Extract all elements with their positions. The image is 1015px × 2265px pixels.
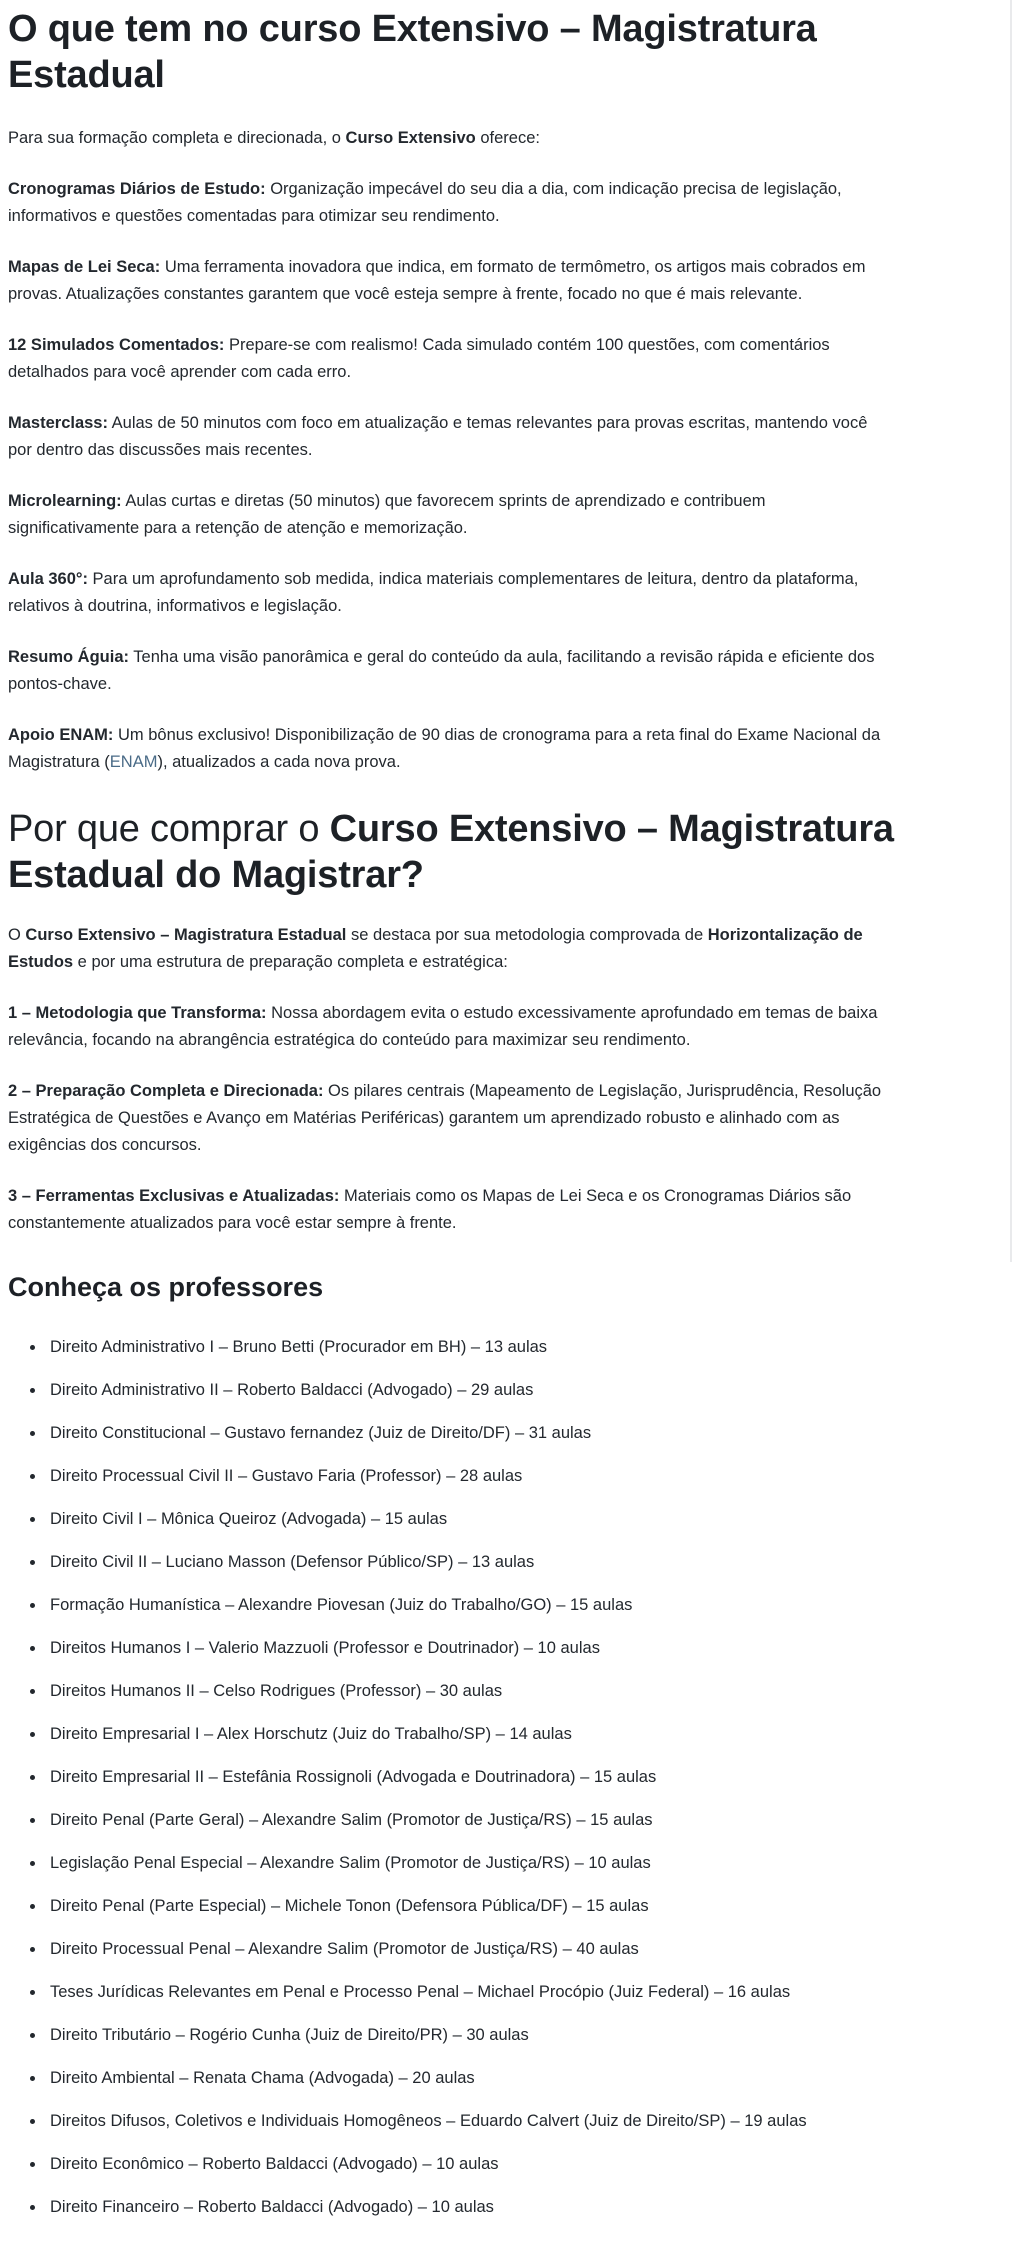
professor-item: • Direito Constitucional – Gustavo fernandez (Juiz de Direito/DF) – 31 aulas bbox=[46, 1420, 958, 1447]
paragraph bbox=[8, 722, 893, 776]
professor-item: • Direito Civil I – Mônica Queiroz (Advogada) – 15 aulas bbox=[46, 1506, 958, 1533]
bold-lead-in: Curso Extensivo – Magistratura Estadual bbox=[25, 926, 347, 944]
paragraph bbox=[8, 254, 893, 308]
paragraph bbox=[8, 1183, 893, 1237]
text: oferece: bbox=[475, 129, 540, 147]
text: Uma ferramenta inovadora que indica, em formato de termômetro, os artigos mais cobrados em provas. Atualizações constantes garantem que você esteja sempre à frente, focado no que é mais relevante. bbox=[8, 258, 866, 303]
professor-item: • Legislação Penal Especial – Alexandre Salim (Promotor de Justiça/RS) – 10 aulas bbox=[46, 1850, 958, 1877]
text: Tenha uma visão panorâmica e geral do conteúdo da aula, facilitando a revisão rápida e eficiente dos pontos-chave. bbox=[8, 648, 875, 693]
bold-lead-in: 3 – Ferramentas Exclusivas e Atualizadas: bbox=[8, 1187, 340, 1205]
paragraph bbox=[8, 1000, 893, 1054]
bold-lead-in: Microlearning: bbox=[8, 492, 122, 510]
professor-item: • Direito Tributário – Rogério Cunha (Juiz de Direito/PR) – 30 aulas bbox=[46, 2022, 958, 2049]
section2-title-bold: Curso Extensivo – Magistratura Estadual do Magistrar? bbox=[8, 808, 894, 896]
professor-item: • Formação Humanística – Alexandre Piovesan (Juiz do Trabalho/GO) – 15 aulas bbox=[46, 1592, 958, 1619]
professor-item: • Direito Penal (Parte Geral) – Alexandre Salim (Promotor de Justiça/RS) – 15 aulas bbox=[46, 1807, 958, 1834]
professor-item: • Direito Administrativo II – Roberto Baldacci (Advogado) – 29 aulas bbox=[46, 1377, 958, 1404]
paragraph bbox=[8, 332, 893, 386]
professor-item: • Direito Processual Penal – Alexandre Salim (Promotor de Justiça/RS) – 40 aulas bbox=[46, 1936, 958, 1963]
professor-item: • Teses Jurídicas Relevantes em Penal e Processo Penal – Michael Procópio (Juiz Federal) – 16 aulas bbox=[46, 1979, 958, 2006]
text: Os pilares centrais (Mapeamento de Legislação, Jurisprudência, Resolução Estratégica de Questões e Avanço em Matérias Periféricas) garantem um aprendizado robusto e alinhado com as exigências dos concursos. bbox=[8, 1082, 882, 1154]
paragraph bbox=[8, 566, 893, 620]
professor-item: • Direito Processual Civil II – Gustavo Faria (Professor) – 28 aulas bbox=[46, 1463, 958, 1490]
text: ), atualizados a cada nova prova. bbox=[157, 753, 401, 771]
bold-lead-in: Aula 360°: bbox=[8, 570, 88, 588]
bold-lead-in: Horizontalização de Estudos bbox=[8, 926, 863, 971]
text: e por uma estrutura de preparação completa e estratégica: bbox=[73, 953, 508, 971]
bold-lead-in: Resumo Águia: bbox=[8, 648, 130, 666]
section3-title: Conheça os professores bbox=[8, 1272, 324, 1302]
paragraph bbox=[8, 644, 893, 698]
professor-item: • Direito Administrativo I – Bruno Betti (Procurador em BH) – 13 aulas bbox=[46, 1334, 958, 1361]
bold-lead-in: Masterclass: bbox=[8, 414, 108, 432]
section1-title: O que tem no curso Extensivo – Magistratura Estadual bbox=[8, 8, 817, 96]
text: O bbox=[8, 926, 26, 944]
professor-item: • Direito Empresarial I – Alex Horschutz (Juiz do Trabalho/SP) – 14 aulas bbox=[46, 1721, 958, 1748]
paragraph bbox=[8, 176, 893, 230]
section1-paragraphs bbox=[8, 125, 995, 776]
professor-item: • Direito Empresarial II – Estefânia Rossignoli (Advogada e Doutrinadora) – 15 aulas bbox=[46, 1764, 958, 1791]
text: Aulas curtas e diretas (50 minutos) que favorecem sprints de aprendizado e contribuem significativamente para a retenção de atenção e memorização. bbox=[8, 492, 766, 537]
professor-item: • Direito Financeiro – Roberto Baldacci (Advogado) – 10 aulas bbox=[46, 2194, 958, 2221]
professor-item: • Direitos Difusos, Coletivos e Individuais Homogêneos – Eduardo Calvert (Juiz de Direito/SP) – 19 aulas bbox=[46, 2108, 958, 2135]
paragraph bbox=[8, 125, 893, 152]
bold-lead-in: 12 Simulados Comentados: bbox=[8, 336, 225, 354]
bold-lead-in: 1 – Metodologia que Transforma: bbox=[8, 1004, 267, 1022]
text: Nossa abordagem evita o estudo excessivamente aprofundado em temas de baixa relevância, focando na abrangência estratégica do conteúdo para maximizar seu rendimento. bbox=[8, 1004, 878, 1049]
professor-item: • Direito Econômico – Roberto Baldacci (Advogado) – 10 aulas bbox=[46, 2151, 958, 2178]
paragraph bbox=[8, 488, 893, 542]
text: Materiais como os Mapas de Lei Seca e os Cronogramas Diários são constantemente atualizados para você estar sempre à frente. bbox=[8, 1187, 852, 1232]
bold-lead-in: Mapas de Lei Seca: bbox=[8, 258, 161, 276]
text: Para sua formação completa e direcionada, o bbox=[8, 129, 346, 147]
paragraph bbox=[8, 922, 893, 976]
bold-lead-in: Curso Extensivo bbox=[345, 129, 476, 147]
text: Prepare-se com realismo! Cada simulado contém 100 questões, com comentários detalhados para você aprender com cada erro. bbox=[8, 336, 830, 381]
professor-item: • Direito Ambiental – Renata Chama (Advogada) – 20 aulas bbox=[46, 2065, 958, 2092]
text: Para um aprofundamento sob medida, indica materiais complementares de leitura, dentro da plataforma, relativos à doutrina, informativos e legislação. bbox=[8, 570, 859, 615]
text: Um bônus exclusivo! Disponibilização de 90 dias de cronograma para a reta final do Exame Nacional da Magistratura ( bbox=[8, 726, 881, 771]
enam-link[interactable]: ENAM bbox=[109, 753, 158, 771]
text: Aulas de 50 minutos com foco em atualização e temas relevantes para provas escritas, mantendo você por dentro das discussões mais recentes. bbox=[8, 414, 868, 459]
professors-list bbox=[8, 1334, 958, 2221]
right-divider bbox=[1010, 0, 1012, 1262]
professor-item: • Direito Penal (Parte Especial) – Michele Tonon (Defensora Pública/DF) – 15 aulas bbox=[46, 1893, 958, 1920]
text: se destaca por sua metodologia comprovada de bbox=[346, 926, 708, 944]
bold-lead-in: Cronogramas Diários de Estudo: bbox=[8, 180, 266, 198]
paragraph bbox=[8, 1078, 893, 1159]
bold-lead-in: 2 – Preparação Completa e Direcionada: bbox=[8, 1082, 324, 1100]
professor-item: • Direitos Humanos I – Valerio Mazzuoli (Professor e Doutrinador) – 10 aulas bbox=[46, 1635, 958, 1662]
text: Organização impecável do seu dia a dia, com indicação precisa de legislação, informativos e questões comentadas para otimizar seu rendimento. bbox=[8, 180, 842, 225]
professor-item: • Direito Civil II – Luciano Masson (Defensor Público/SP) – 13 aulas bbox=[46, 1549, 958, 1576]
section2-title-regular: Por que comprar o bbox=[8, 808, 330, 850]
bold-lead-in: Apoio ENAM: bbox=[8, 726, 114, 744]
paragraph bbox=[8, 410, 893, 464]
professor-item: • Direitos Humanos II – Celso Rodrigues (Professor) – 30 aulas bbox=[46, 1678, 958, 1705]
section2-paragraphs bbox=[8, 922, 995, 1237]
section2-title bbox=[8, 806, 968, 898]
